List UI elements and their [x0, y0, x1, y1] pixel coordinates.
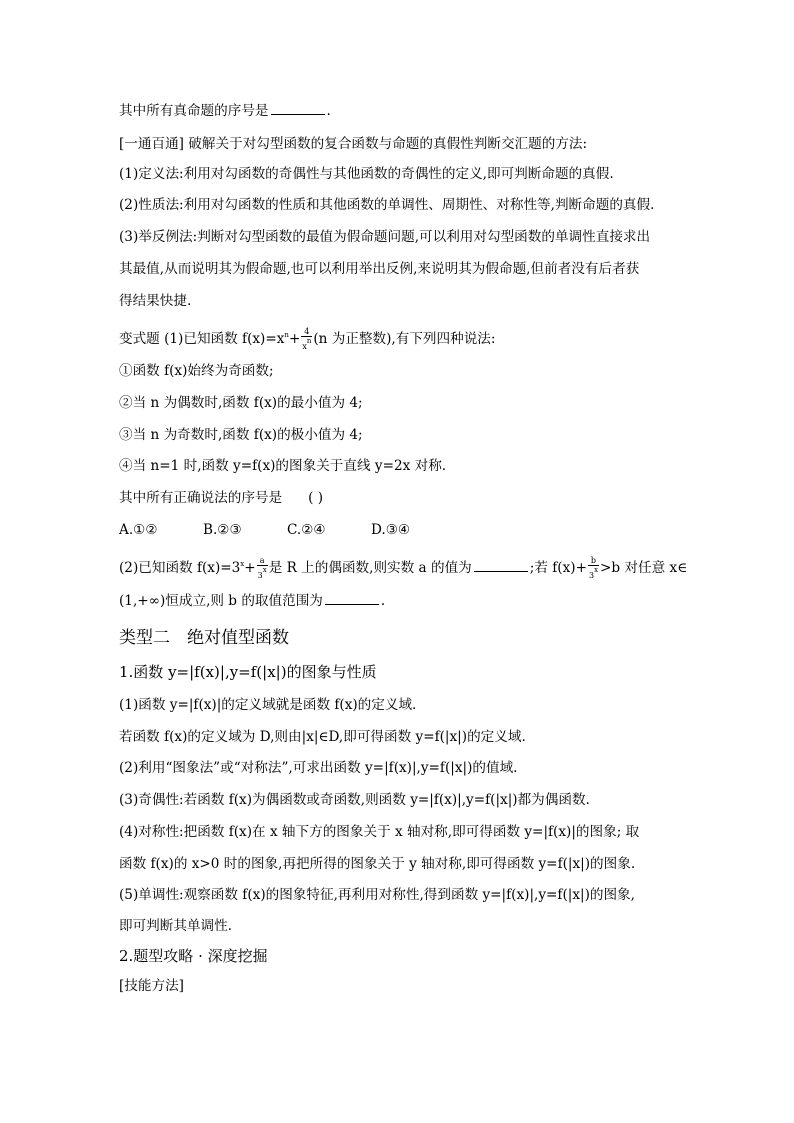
property-domain-cont: 若函数 f(x)的定义域为 D,则由|x|∈D,即可得函数 y=f(|x|)的定义域.	[119, 729, 526, 745]
property-monotonicity: (5)单调性:观察函数 f(x)的图象特征,再利用对称性,得到函数 y=|f(x)|,y=f(|x|)的图象,	[119, 887, 635, 903]
subsection-title: 1.函数 y=|f(x)|,y=f(|x|)的图象与性质	[119, 663, 377, 681]
method-property: (2)性质法:利用对勾函数的性质和其他函数的单调性、周期性、对称性等,判断命题的真假.	[119, 197, 655, 213]
variant-question-2: (2)已知函数 $f(x)=3^x+$ $\frac{a}{3^x}$ 是 R 上的偶函数,则实数 a 的值为 ;若 f(x)+ $\frac{b}{3^x}$ >b 对任意 x∈	[119, 556, 688, 580]
options-row	[119, 520, 455, 540]
statement-3: ③当 n 为奇数时,函数 f(x)的极小值为 4;	[119, 427, 363, 443]
method-heading: [一通百通] 破解关于对勾型函数的复合函数与命题的真假性判断交汇题的方法:	[119, 136, 588, 152]
property-range: (2)利用“图象法”或“对称法”,可求出函数 y=|f(x)|,y=f(|x|)的值域.	[119, 760, 518, 776]
skill-methods-label: [技能方法]	[119, 978, 184, 994]
answer-blank	[474, 558, 528, 572]
method-counterexample-cont: 其最值,从而说明其为假命题,也可以利用举出反例,来说明其为假命题,但前者没有后者获	[119, 261, 640, 277]
option-c: C.②④	[287, 522, 326, 538]
property-monotonicity-cont: 即可判断其单调性.	[119, 918, 233, 934]
property-domain: (1)函数 y=|f(x)|的定义域就是函数 f(x)的定义域.	[119, 697, 417, 713]
method-counterexample-end: 得结果快捷.	[119, 293, 192, 309]
statement-4: ④当 n=1 时,函数 y=f(x)的图象关于直线 y=2x 对称.	[119, 458, 447, 474]
variant-question-2-cont: (1,+∞)恒成立,则 b 的取值范围为 .	[119, 593, 386, 609]
fraction: $\frac{b}{3^x}$	[588, 556, 599, 580]
section-title: 类型二 绝对值型函数	[119, 628, 289, 648]
question-prompt-line: 其中所有真命题的序号是 .	[119, 103, 331, 119]
option-a: A.①②	[119, 522, 158, 538]
fraction: $\frac{a}{3^x}$	[257, 556, 267, 580]
fraction: $\frac{4}{x^n}$	[302, 327, 312, 351]
answer-blank	[325, 591, 379, 605]
property-symmetry-cont: 函数 f(x)的 x>0 时的图象,再把所得的图象关于 y 轴对称,即可得函数 y=f(|x|)的图象.	[119, 856, 636, 872]
property-parity: (3)奇偶性:若函数 f(x)为偶函数或奇函数,则函数 y=|f(x)|,y=f(|x|)都为偶函数.	[119, 792, 590, 808]
statement-2: ②当 n 为偶数时,函数 f(x)的最小值为 4;	[119, 395, 363, 411]
statement-1: ①函数 f(x)始终为奇函数;	[119, 363, 274, 379]
answer-blank	[271, 101, 325, 115]
option-b: B.②③	[203, 522, 242, 538]
answer-paren: ( )	[308, 490, 324, 506]
method-definition: (1)定义法:利用对勾函数的奇偶性与其他函数的奇偶性的定义,即可判断命题的真假.	[119, 166, 614, 182]
question-prompt: 其中所有真命题的序号是	[119, 103, 269, 119]
option-d: D.③④	[371, 522, 411, 538]
choice-prompt: 其中所有正确说法的序号是 ( )	[119, 490, 324, 506]
subsection-title-2: 2.题型攻略 · 深度挖掘	[119, 947, 268, 965]
property-symmetry: (4)对称性:把函数 f(x)在 x 轴下方的图象关于 x 轴对称,即可得函数 y=|f(x)|的图象; 取	[119, 824, 640, 840]
method-counterexample: (3)举反例法:判断对勾型函数的最值为假命题问题,可以利用对勾型函数的单调性直接求出	[119, 229, 651, 245]
variant-question-1: 变式题 (1)已知函数 $f(x)=x^n+$ $\frac{4}{x^n}$ (n 为正整数),有下列四种说法:	[119, 327, 496, 351]
